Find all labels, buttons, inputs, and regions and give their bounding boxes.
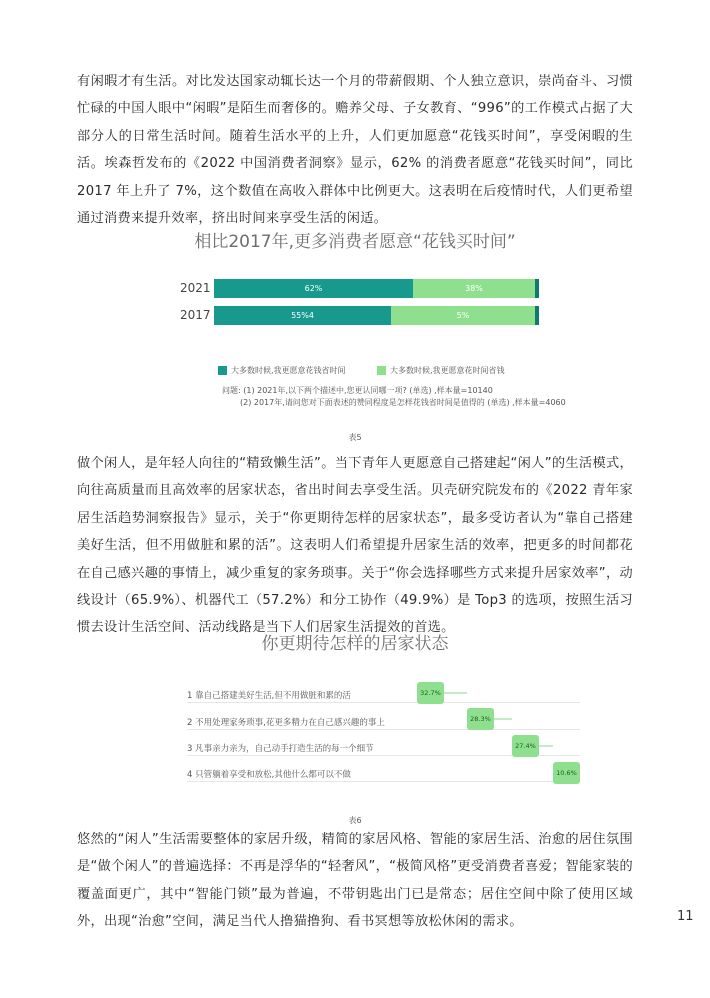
chart2-step-chart xyxy=(0,672,710,792)
chart2-value-box-3 xyxy=(512,735,539,757)
chart2-row-line-1 xyxy=(187,702,580,703)
chart1-bar-2017-edge xyxy=(535,306,539,325)
chart1-label-2021-b: 38% xyxy=(465,284,483,293)
chart1-label-2021-a: 62% xyxy=(304,284,323,293)
chart2-value-box-1 xyxy=(417,682,444,704)
chart2-value-4: 10.6% xyxy=(556,769,577,777)
chart1-bar-2017-segment-a xyxy=(214,306,391,325)
chart2-connector-2 xyxy=(494,718,512,720)
chart2-row-label-4: 4 只管躺着享受和放松,其他什么都可以不做 xyxy=(187,770,351,780)
chart2-value-box-4 xyxy=(553,762,580,784)
table-caption-6: 表6 xyxy=(348,816,362,825)
paragraph-home-upgrade: 悠然的“闲人”生活需要整体的家居升级，精简的家居风格、智能的家居生活、治愈的居住氛围是“做个闲人”的普遍选择：不再是浮华的“轻奢风”，“极简风格”更受消费者喜爱；智能家装的覆盖面更广，其中“智能门锁”最为普遍，不带钥匙出门已是常态；居住空间中除了使用区域外，出现“治愈”空间，满足当代人撸猫撸狗、看书冥想等放松休闲的需求。 xyxy=(77,832,633,930)
chart2-row-line-2 xyxy=(187,729,580,730)
table-caption-5: 表5 xyxy=(348,433,362,442)
chart1-label-2017-a: 55%4 xyxy=(291,311,314,320)
chart1-title: 相比2017年,更多消费者愿意“花钱买时间” xyxy=(194,232,516,252)
chart1-bar-2017 xyxy=(214,306,539,325)
chart1-bar-2021-segment-a xyxy=(214,279,413,298)
paragraph-lazy-life: 做个闲人，是年轻人向往的“精致懒生活”。当下青年人更愿意自己搭建起“闲人”的生活模式，向往高质量而且高效率的居家状态，省出时间去享受生活。贝壳研究院发布的《2022 青年家居生活趋势洞察报告》显示，关于“你更期待怎样的居家状态”，最多受访者认为“靠自己搭建美好生活，但不用做脏和累的活”。这表明人们希望提升居家生活的效率，把更多的时间都花在自己感兴趣的事情上，减少重复的家务琐事。关于“你会选择哪些方式来提升居家效率”，动线设计（65.9%）、机器代工（57.2%）和分工协作（49.9%）是 Top3 的选项，按照生活习惯去设计生活空间、活动线路是当下人们居家生活提效的首选。 xyxy=(77,456,633,636)
chart2-value-3: 27.4% xyxy=(515,742,536,750)
chart1-note-1: 问题: (1) 2021年,以下两个描述中,您更认同哪一项? (单选) ,样本量=10140 xyxy=(222,386,493,395)
chart1-bar-2021-segment-b xyxy=(413,279,535,298)
chart2-row-label-1: 1 靠自己搭建美好生活,但不用做脏和累的活 xyxy=(187,691,351,701)
chart1-year-2017: 2017 xyxy=(180,308,211,322)
chart2-connector-1 xyxy=(444,692,467,694)
chart1-legend-label-b: 大多数时候,我更愿意花时间省钱 xyxy=(390,366,505,375)
chart1-year-2021: 2021 xyxy=(180,281,211,295)
paragraph-leisure: 有闲暇才有生活。对比发达国家动辄长达一个月的带薪假期、个人独立意识，崇尚奋斗、习惯忙碌的中国人眼中“闲暇”是陌生而奢侈的。赡养父母、子女教育、“996”的工作模式占据了大部分人的日常生活时间。随着生活水平的上升，人们更加愿意“花钱买时间”，享受闲暇的生活。埃森哲发布的《2022 中国消费者洞察》显示，62% 的消费者愿意“花钱买时间”，同比 2017 年上升了 7%，这个数值在高收入群体中比例更大。这表明在后疫情时代，人们更希望通过消费来提升效率，挤出时间来享受生活的闲适。 xyxy=(77,74,633,227)
chart2-row-label-3: 3 凡事亲力亲为，自己动手打造生活的每一个细节 xyxy=(187,744,374,754)
chart1-legend-swatch-b xyxy=(377,366,386,375)
chart1-stacked-bar xyxy=(0,268,710,418)
chart2-value-1: 32.7% xyxy=(420,689,441,697)
chart1-bar-2021 xyxy=(214,279,539,298)
chart2-title: 你更期待怎样的居家状态 xyxy=(261,634,449,654)
chart1-legend-item-a xyxy=(218,365,346,376)
page-number: 11 xyxy=(677,909,694,924)
chart2-value-2: 28.3% xyxy=(470,715,491,723)
chart1-legend-swatch-a xyxy=(218,366,227,375)
chart1-bar-2021-edge xyxy=(535,279,539,298)
chart2-row-label-2: 2 不用处理家务琐事,花更多精力在自己感兴趣的事上 xyxy=(187,718,385,728)
chart1-legend-label-a: 大多数时候,我更愿意花钱省时间 xyxy=(231,366,346,375)
chart1-legend-item-b xyxy=(377,365,505,376)
chart2-value-box-2 xyxy=(467,708,494,730)
chart1-label-2017-b: 5% xyxy=(456,311,470,320)
chart2-connector-3 xyxy=(539,745,553,747)
chart1-bar-2017-segment-b xyxy=(391,306,535,325)
chart2-row-line-4 xyxy=(187,781,580,782)
chart1-note-2: (2) 2017年,请问您对下面表述的赞同程度是怎样花钱省时间是值得的 (单选) ,样本量=4060 xyxy=(240,398,566,407)
